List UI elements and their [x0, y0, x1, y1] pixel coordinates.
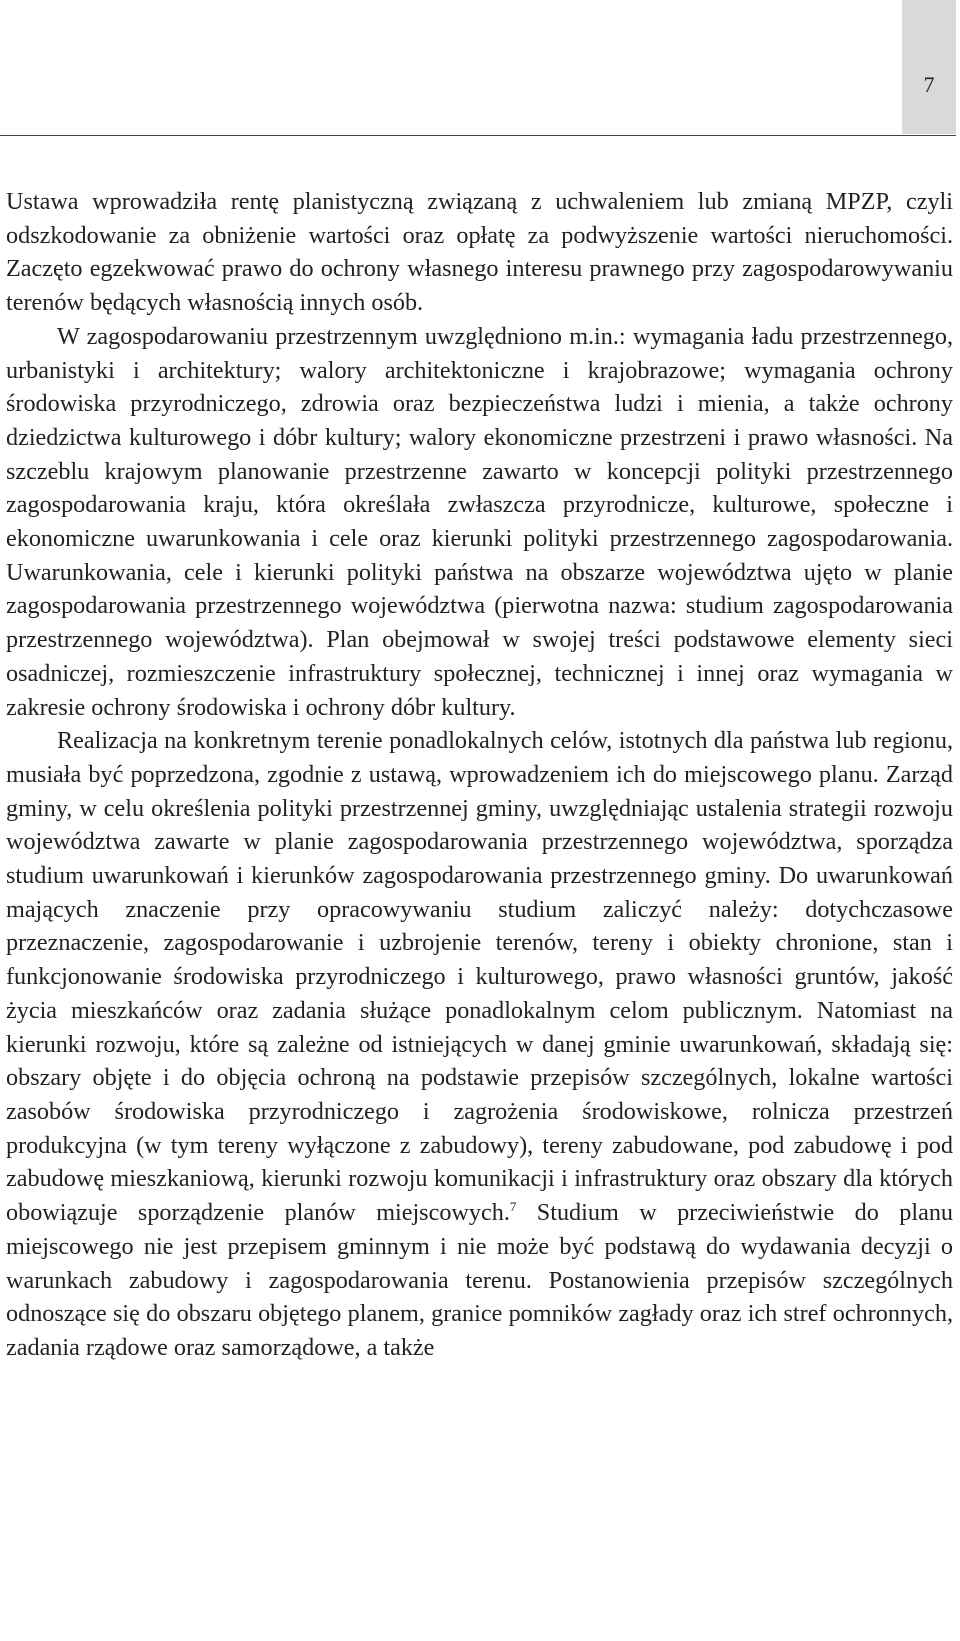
paragraph-2: W zagospodarowaniu przestrzennym uwzględniono m.in.: wymagania ładu przestrzennego, urbanistyki i architektury; walory architektoniczne i krajobrazowe; wymagania ochrony środowiska przyrodniczego, zdrowia oraz bezpieczeństwa ludzi i mienia, a także ochrony dziedzictwa kulturowego i dóbr kultury; walory ekonomiczne przestrzeni i prawo własności. Na szczeblu krajowym planowanie przestrzenne zawarto w koncepcji polityki przestrzennego zagospodarowania kraju, która określała zwłaszcza przyrodnicze, kulturowe, społeczne i ekonomiczne uwarunkowania i cele oraz kierunki polityki przestrzennego zagospodarowania. Uwarunkowania, cele i kierunki polityki państwa na obszarze województwa ujęto w planie zagospodarowania przestrzennego województwa (pierwotna nazwa: studium zagospodarowania przestrzennego województwa). Plan obejmował w swojej treści podstawowe elementy sieci osadniczej, rozmieszczenie infrastruktury społecznej, technicznej i innej oraz wymagania w zakresie ochrony środowiska i ochrony dóbr kultury.	[6, 322, 953, 721]
paragraph-3-text-after-note: Studium w przeciwieństwie do planu miejscowego nie jest przepisem gminnym i nie może być podstawą do wydawania decyzji o warunkach zabudowy i zagospodarowania terenu. Postanowienia przepisów szczególnych odnoszące się do obszaru objętego planem, granice pomników zagłady oraz ich stref ochronnych, zadania rządowe oraz samorządowe, a także	[6, 1199, 954, 1361]
paragraph-3	[6, 724, 953, 1364]
page-number: 7	[923, 72, 935, 97]
paragraph-3-text-before-note: Realizacja na konkretnym terenie ponadlokalnych celów, istotnych dla państwa lub regionu, musiała być poprzedzona, zgodnie z ustawą, wprowadzeniem ich do miejscowego planu. Zarząd gminy, w celu określenia polityki przestrzennej gminy, uwzględniając ustalenia strategii rozwoju województwa zawarte w planie zagospodarowania przestrzennego województwa, sporządza studium uwarunkowań i kierunków zagospodarowania przestrzennego gminy. Do uwarunkowań mających znaczenie przy opracowywaniu studium zaliczyć należy: dotychczasowe przeznaczenie, zagospodarowanie i uzbrojenie terenów, tereny i obiekty chronione, stan i funkcjonowanie środowiska przyrodniczego i kulturowego, prawo własności gruntów, jakość życia mieszkańców oraz zadania służące ponadlokalnym celom publicznym. Natomiast na kierunki rozwoju, które są zależne od istniejących w danej gminie uwarunkowań, składają się: obszary objęte i do objęcia ochroną na podstawie przepisów szczególnych, lokalne wartości zasobów środowiska przyrodniczego i zagrożenia środowiskowe, rolnicza przestrzeń produkcyjna (w tym tereny wyłączone z zabudowy), tereny zabudowane, pod zabudowę i pod zabudowę mieszkaniową, kierunki rozwoju komunikacji i infrastruktury oraz obszary dla których obowiązuje sporządzenie planów miejscowych.	[6, 727, 953, 1227]
header-rule	[0, 135, 956, 136]
page-number-tab	[902, 0, 956, 134]
body-text	[6, 185, 953, 1365]
paragraph-1: Ustawa wprowadziła rentę planistyczną związaną z uchwaleniem lub zmianą MPZP, czyli odszkodowanie za obniżenie wartości oraz opłatę za podwyższenie wartości nieruchomości. Zaczęto egzekwować prawo do ochrony własnego interesu prawnego przy zagospodarowywaniu terenów będących własnością innych osób.	[6, 188, 953, 317]
footnote-ref-7[interactable]: 7	[509, 1199, 517, 1215]
